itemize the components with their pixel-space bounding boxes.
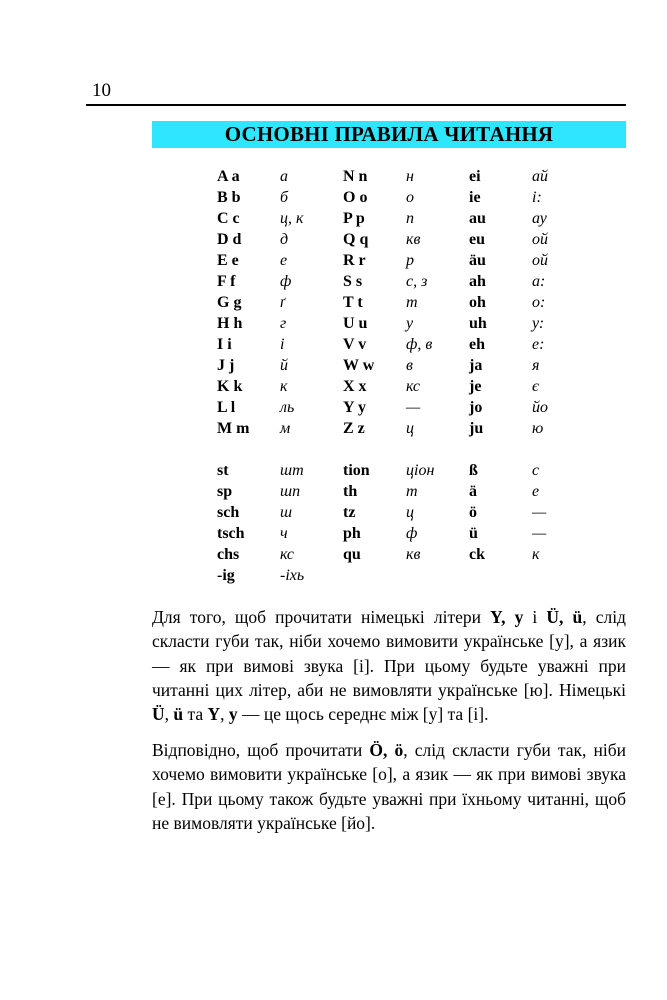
alphabet_rows-row	[217, 229, 595, 250]
german-spelling: ö	[469, 503, 477, 521]
combo_rows-row	[217, 502, 595, 523]
ukrainian-pronunciation: о:	[532, 293, 546, 311]
ukrainian-pronunciation: є	[532, 377, 539, 395]
ukrainian-pronunciation: д	[280, 230, 289, 248]
ukrainian-pronunciation: ш	[280, 503, 293, 521]
alphabet_rows-row	[217, 355, 595, 376]
combo_rows-row	[217, 544, 595, 565]
german-spelling: tz	[343, 503, 356, 521]
german-spelling: ja	[469, 356, 483, 374]
ukrainian-pronunciation: к	[532, 545, 540, 563]
german-spelling: U u	[343, 314, 368, 332]
german-spelling: X x	[343, 377, 367, 395]
german-spelling: tsch	[217, 524, 245, 542]
bold-letter: ü	[173, 704, 184, 725]
ukrainian-pronunciation: кс	[406, 377, 420, 395]
german-spelling: eu	[469, 230, 485, 248]
paragraph-text: , слід скласти губи так, ніби хочемо вимовити українське [у], а язик — як при вимові звука [і]. При цьому будьте уважні при читанні цих літер, аби не вимовляти українське [ю]. Німецькі	[152, 607, 626, 700]
alphabet_rows-row	[217, 271, 595, 292]
alphabet_rows-row	[217, 397, 595, 418]
paragraph-text: Відповідно, щоб прочитати	[152, 740, 370, 760]
alphabet_rows-row	[217, 166, 595, 187]
german-spelling: E e	[217, 251, 239, 269]
ukrainian-pronunciation: е	[280, 251, 288, 269]
ukrainian-pronunciation: м	[280, 419, 291, 437]
ukrainian-pronunciation: —	[532, 503, 547, 521]
ukrainian-pronunciation: кс	[280, 545, 294, 563]
german-spelling: G g	[217, 293, 242, 311]
alphabet_rows-row	[217, 292, 595, 313]
alphabet_rows-row	[217, 376, 595, 397]
paragraph-text: ,	[220, 704, 229, 725]
ukrainian-pronunciation: е	[532, 482, 540, 500]
ukrainian-pronunciation: у:	[532, 314, 545, 332]
ukrainian-pronunciation: ль	[280, 398, 295, 416]
german-spelling: T t	[343, 293, 363, 311]
german-spelling: P p	[343, 209, 365, 227]
bold-letter: Y	[207, 704, 221, 725]
german-spelling: Q q	[343, 230, 369, 248]
ukrainian-pronunciation: ц, к	[280, 209, 304, 227]
paragraph-text: та	[183, 704, 208, 725]
ukrainian-pronunciation: а:	[532, 272, 546, 290]
ukrainian-pronunciation: у	[406, 314, 414, 332]
german-spelling: eh	[469, 335, 485, 353]
ukrainian-pronunciation: —	[406, 398, 421, 416]
table-gap	[217, 439, 595, 460]
german-spelling: äu	[469, 251, 486, 269]
german-spelling: ju	[469, 419, 484, 437]
paragraph-y-u-umlaut	[152, 605, 626, 726]
german-spelling: O o	[343, 188, 368, 206]
combo_rows-row	[217, 523, 595, 544]
german-spelling: je	[469, 377, 482, 395]
ukrainian-pronunciation: ф, в	[406, 335, 433, 353]
combo_rows-row	[217, 481, 595, 502]
ukrainian-pronunciation: а	[280, 167, 288, 185]
german-spelling: st	[217, 461, 229, 479]
german-spelling: ä	[469, 482, 477, 500]
ukrainian-pronunciation: кв	[406, 230, 421, 248]
alphabet_rows-row	[217, 208, 595, 229]
ukrainian-pronunciation: п	[406, 209, 414, 227]
ukrainian-pronunciation: ц	[406, 503, 414, 521]
german-spelling: J j	[217, 356, 235, 374]
german-spelling: sp	[217, 482, 233, 500]
ukrainian-pronunciation: ц	[406, 419, 414, 437]
paragraph-text: Для того, щоб прочитати німецькі літери	[152, 607, 491, 627]
ukrainian-pronunciation: кв	[406, 545, 421, 563]
ukrainian-pronunciation: г	[280, 314, 287, 332]
ukrainian-pronunciation: т	[406, 293, 418, 311]
german-spelling: oh	[469, 293, 486, 311]
ukrainian-pronunciation: й	[280, 356, 288, 374]
bold-letter: Ü	[152, 704, 165, 725]
german-spelling: N n	[343, 167, 368, 185]
ukrainian-pronunciation: ф	[406, 524, 418, 542]
german-spelling: C c	[217, 209, 240, 227]
german-spelling: tion	[343, 461, 370, 479]
ukrainian-pronunciation: ай	[532, 167, 548, 185]
german-spelling: au	[469, 209, 486, 227]
ukrainian-pronunciation: с, з	[406, 272, 428, 290]
german-spelling: S s	[343, 272, 363, 290]
ukrainian-pronunciation: б	[280, 188, 289, 206]
german-spelling: ah	[469, 272, 486, 290]
german-spelling: uh	[469, 314, 487, 332]
combo_rows-row	[217, 565, 595, 586]
bold-letter: y	[228, 704, 238, 725]
german-spelling: jo	[469, 398, 483, 416]
german-spelling: I i	[217, 335, 232, 353]
paragraph-o-umlaut	[152, 738, 626, 835]
german-spelling: ck	[469, 545, 485, 563]
german-spelling: H h	[217, 314, 243, 332]
ukrainian-pronunciation: е:	[532, 335, 545, 353]
german-spelling: A a	[217, 167, 240, 185]
ukrainian-pronunciation: к	[280, 377, 288, 395]
header-rule	[86, 104, 626, 106]
reading-rules-table	[217, 166, 595, 586]
alphabet_rows-row	[217, 313, 595, 334]
ukrainian-pronunciation: —	[532, 524, 547, 542]
combo_rows-row	[217, 460, 595, 481]
ukrainian-pronunciation: т	[406, 482, 418, 500]
german-spelling: qu	[343, 545, 361, 563]
paragraph-text: ,	[164, 704, 174, 725]
ukrainian-pronunciation: ґ	[280, 293, 286, 311]
ukrainian-pronunciation: ю	[532, 419, 544, 437]
german-spelling: ü	[469, 524, 478, 542]
ukrainian-pronunciation: н	[406, 167, 414, 185]
paragraph-text: і	[523, 607, 547, 627]
alphabet_rows-row	[217, 334, 595, 355]
paragraph-text: , слід скласти губи так, ніби хочемо вимовити українське [о], а язик — як при вимові звука [е]. При цьому також будьте уважні при їхньому читанні, щоб не вимовляти українське [йо].	[152, 740, 626, 833]
ukrainian-pronunciation: р	[406, 251, 414, 269]
ukrainian-pronunciation: -іхь	[280, 566, 305, 584]
ukrainian-pronunciation: ой	[532, 251, 548, 269]
ukrainian-pronunciation: ой	[532, 230, 548, 248]
ukrainian-pronunciation: і:	[532, 188, 542, 206]
bold-letter: Ü, ü	[546, 607, 583, 627]
german-spelling: D d	[217, 230, 242, 248]
german-spelling: ß	[469, 461, 478, 479]
german-spelling: F f	[217, 272, 236, 290]
page-number: 10	[92, 80, 111, 101]
german-spelling: K k	[217, 377, 243, 395]
ukrainian-pronunciation: с	[532, 461, 540, 479]
ukrainian-pronunciation: ціон	[406, 461, 435, 479]
german-spelling: ph	[343, 524, 361, 542]
ukrainian-pronunciation: йо	[532, 398, 548, 416]
german-spelling: Z z	[343, 419, 365, 437]
german-spelling: ei	[469, 167, 481, 185]
ukrainian-pronunciation: і	[280, 335, 285, 353]
german-spelling: sch	[217, 503, 240, 521]
german-spelling: W w	[343, 356, 375, 374]
title-banner: ОСНОВНІ ПРАВИЛА ЧИТАННЯ	[152, 121, 626, 148]
paragraph-text: — це щось середнє між [у] та [і].	[237, 704, 489, 725]
german-spelling: L l	[217, 398, 236, 416]
german-spelling: ie	[469, 188, 481, 206]
bold-letter: Ö, ö	[369, 740, 404, 760]
ukrainian-pronunciation: о	[406, 188, 414, 206]
alphabet_rows-row	[217, 250, 595, 271]
ukrainian-pronunciation: ч	[280, 524, 288, 542]
ukrainian-pronunciation: ау	[532, 209, 547, 227]
german-spelling: -ig	[217, 566, 235, 584]
german-spelling: chs	[217, 545, 240, 563]
ukrainian-pronunciation: шп	[280, 482, 301, 500]
german-spelling: R r	[343, 251, 366, 269]
german-spelling: th	[343, 482, 358, 500]
ukrainian-pronunciation: в	[406, 356, 413, 374]
german-spelling: V v	[343, 335, 367, 353]
german-spelling: M m	[217, 419, 250, 437]
alphabet_rows-row	[217, 418, 595, 439]
german-spelling: Y y	[343, 398, 366, 416]
ukrainian-pronunciation: я	[532, 356, 540, 374]
ukrainian-pronunciation: шт	[280, 461, 304, 479]
german-spelling: B b	[217, 188, 241, 206]
ukrainian-pronunciation: ф	[280, 272, 292, 290]
alphabet_rows-row	[217, 187, 595, 208]
bold-letter: Y, y	[490, 607, 524, 627]
